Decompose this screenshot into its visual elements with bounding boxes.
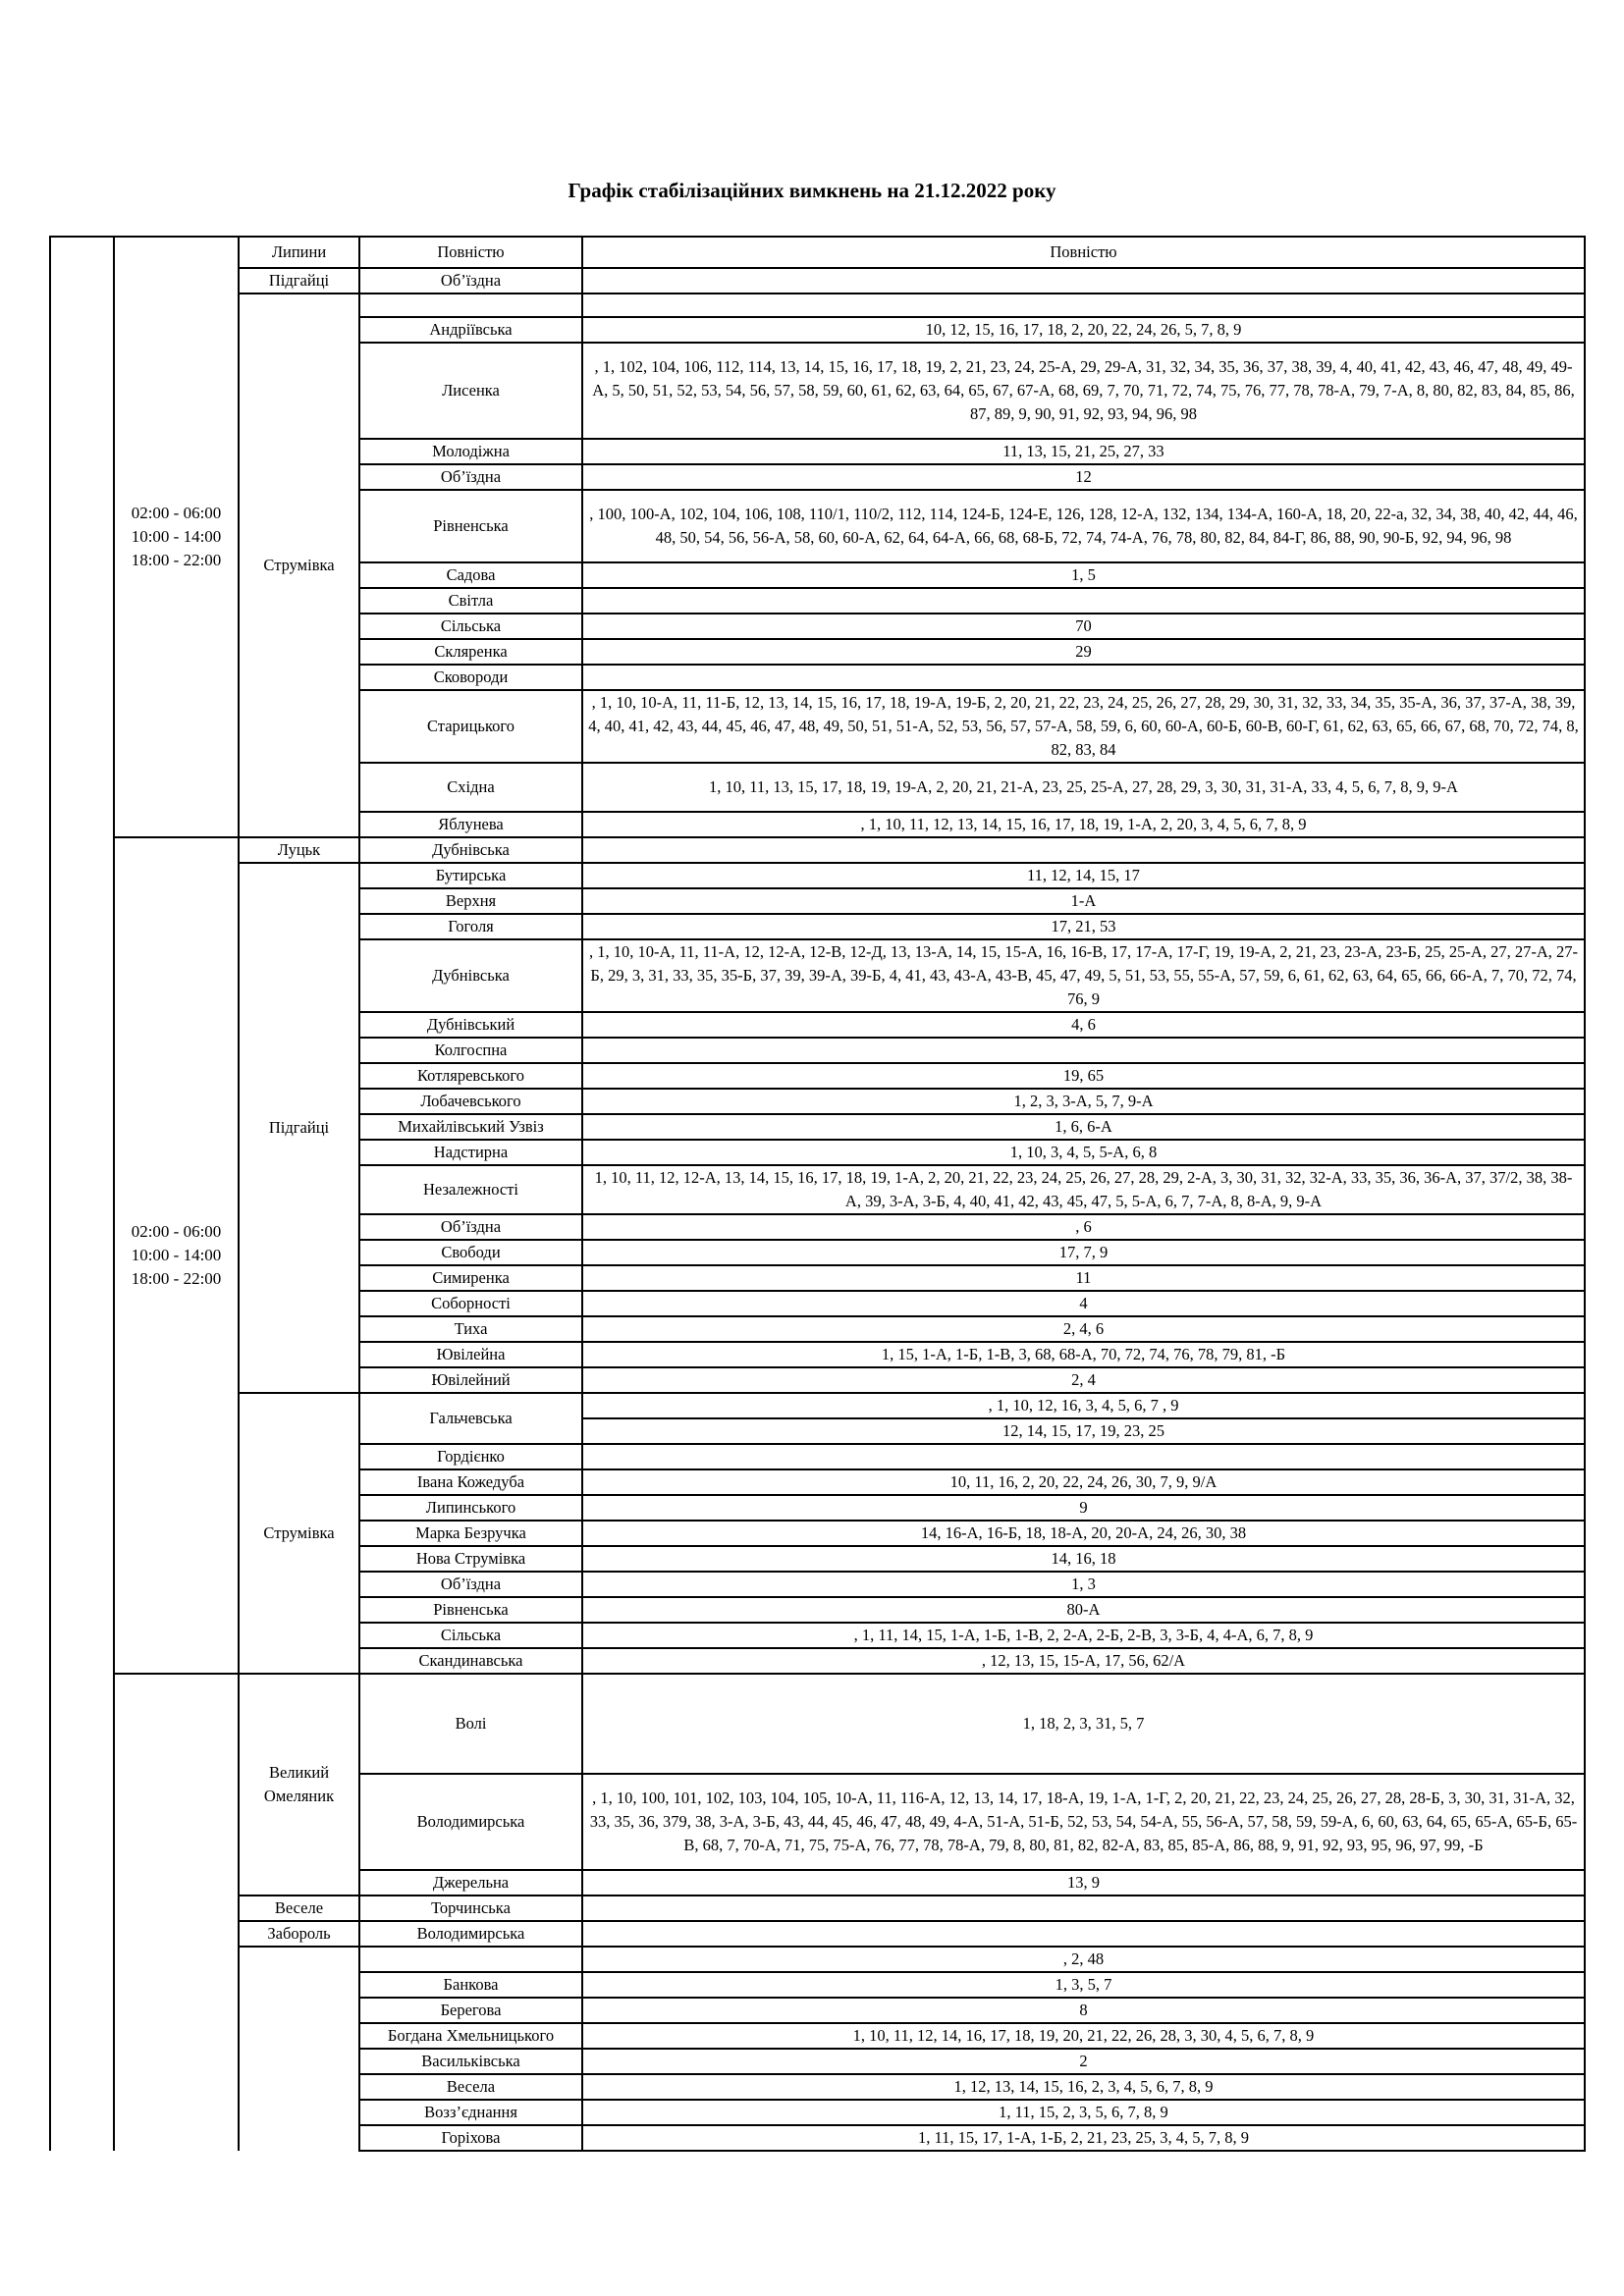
houses-cell: 13, 9: [582, 1870, 1585, 1896]
street-cell: Об’їздна: [359, 268, 582, 294]
houses-cell: , 1, 10, 12, 16, 3, 4, 5, 6, 7 , 9: [582, 1393, 1585, 1418]
street-cell: Липинського: [359, 1495, 582, 1521]
houses-cell: 17, 7, 9: [582, 1240, 1585, 1265]
street-cell: Михайлівський Узвіз: [359, 1114, 582, 1140]
page-title: Графік стабілізаційних вимкнень на 21.12.2022 року: [568, 179, 1056, 202]
table-row: [50, 1393, 1585, 1418]
houses-cell: 29: [582, 639, 1585, 665]
houses-cell: 11, 12, 14, 15, 17: [582, 863, 1585, 888]
houses-cell: 11, 13, 15, 21, 25, 27, 33: [582, 439, 1585, 464]
houses-cell: 1, 15, 1-А, 1-Б, 1-В, 3, 68, 68-А, 70, 72, 74, 76, 78, 79, 81, -Б: [582, 1342, 1585, 1367]
street-cell: Світла: [359, 588, 582, 614]
street-cell: Молодіжна: [359, 439, 582, 464]
houses-cell: 1, 10, 3, 4, 5, 5-А, 6, 8: [582, 1140, 1585, 1165]
street-cell: Богдана Хмельницького: [359, 2023, 582, 2049]
street-cell: Старицького: [359, 690, 582, 763]
houses-cell: , 1, 11, 14, 15, 1-А, 1-Б, 1-В, 2, 2-А, 2-Б, 2-В, 3, 3-Б, 4, 4-А, 6, 7, 8, 9: [582, 1623, 1585, 1648]
table-row: [50, 837, 1585, 863]
street-cell: Гордієнко: [359, 1444, 582, 1469]
houses-cell: [582, 837, 1585, 863]
houses-cell: , 100, 100-А, 102, 104, 106, 108, 110/1, 110/2, 112, 114, 124-Б, 124-Е, 126, 128, 12-А, 132, 134, 134-А, 160-А, 18, 20, 22-а, 32, 34, 38, 40, 42, 44, 46, 48, 50, 54, 56, 56-А, 58, 60, 60-А, 62, 64, 64-А, 66, 68, 68-Б, 72, 74, 74-А, 76, 78, 80, 82, 84, 84-Г, 86, 88, 90, 90-Б, 92, 94, 96, 98: [582, 490, 1585, 562]
street-cell: Дубнівський: [359, 1012, 582, 1038]
street-cell: Возз’єднання: [359, 2100, 582, 2125]
table-row: [50, 1896, 1585, 1921]
street-cell: Тиха: [359, 1316, 582, 1342]
street-cell: Ювілейна: [359, 1342, 582, 1367]
street-cell: Скляренка: [359, 639, 582, 665]
table-header-row: [50, 237, 1585, 268]
street-cell: Дубнівська: [359, 837, 582, 863]
street-cell: Весела: [359, 2074, 582, 2100]
street-cell: Свободи: [359, 1240, 582, 1265]
table-row: [50, 268, 1585, 294]
houses-cell: 1, 10, 11, 12, 14, 16, 17, 18, 19, 20, 21, 22, 26, 28, 3, 30, 4, 5, 6, 7, 8, 9: [582, 2023, 1585, 2049]
houses-cell: 1, 11, 15, 2, 3, 5, 6, 7, 8, 9: [582, 2100, 1585, 2125]
houses-cell: 10, 12, 15, 16, 17, 18, 2, 20, 22, 24, 26, 5, 7, 8, 9: [582, 317, 1585, 343]
street-cell: Рівненська: [359, 1597, 582, 1623]
village-cell: Підгайці: [239, 863, 359, 1393]
time-slot: 18:00 - 22:00: [131, 1269, 222, 1288]
houses-cell: 2, 4, 6: [582, 1316, 1585, 1342]
houses-cell: [582, 294, 1585, 317]
street-cell: Берегова: [359, 1998, 582, 2023]
houses-cell: 1, 3, 5, 7: [582, 1972, 1585, 1998]
street-cell: Волі: [359, 1674, 582, 1774]
houses-cell: 1-А: [582, 888, 1585, 914]
houses-cell: 1, 12, 13, 14, 15, 16, 2, 3, 4, 5, 6, 7, 8, 9: [582, 2074, 1585, 2100]
houses-cell: [582, 1921, 1585, 1947]
header-houses: Повністю: [582, 237, 1585, 268]
houses-cell: 1, 5: [582, 562, 1585, 588]
houses-cell: 1, 10, 11, 13, 15, 17, 18, 19, 19-А, 2, 20, 21, 21-А, 23, 25, 25-А, 27, 28, 29, 3, 30, 31, 31-А, 33, 4, 5, 6, 7, 8, 9, 9-А: [582, 763, 1585, 812]
street-cell: Об’їздна: [359, 464, 582, 490]
village-cell: [239, 1947, 359, 2151]
village-cell: Луцьк: [239, 837, 359, 863]
street-cell: Андріївська: [359, 317, 582, 343]
houses-cell: 10, 11, 16, 2, 20, 22, 24, 26, 30, 7, 9, 9/А: [582, 1469, 1585, 1495]
houses-cell: , 6: [582, 1214, 1585, 1240]
street-cell: Бутирська: [359, 863, 582, 888]
houses-cell: 1, 3: [582, 1572, 1585, 1597]
houses-cell: [582, 588, 1585, 614]
houses-cell: 8: [582, 1998, 1585, 2023]
village-cell: Струмівка: [239, 294, 359, 837]
village-cell: Забороль: [239, 1921, 359, 1947]
houses-cell: 9: [582, 1495, 1585, 1521]
houses-cell: 1, 2, 3, 3-А, 5, 7, 9-А: [582, 1089, 1585, 1114]
village-cell: Струмівка: [239, 1393, 359, 1674]
street-cell: Об’їздна: [359, 1572, 582, 1597]
street-cell: Надстирна: [359, 1140, 582, 1165]
houses-cell: 2, 4: [582, 1367, 1585, 1393]
table-row: [50, 863, 1585, 888]
street-cell: [359, 294, 582, 317]
street-cell: [359, 1947, 582, 1972]
street-cell: Котляревського: [359, 1063, 582, 1089]
street-cell: Соборності: [359, 1291, 582, 1316]
houses-cell: , 1, 102, 104, 106, 112, 114, 13, 14, 15, 16, 17, 18, 19, 2, 21, 23, 24, 25-А, 29, 29-А, 31, 32, 34, 35, 36, 37, 38, 39, 4, 40, 41, 42, 43, 46, 47, 48, 49, 49-А, 5, 50, 51, 52, 53, 54, 56, 57, 58, 59, 60, 61, 62, 63, 64, 65, 67, 67-А, 68, 69, 7, 70, 71, 72, 74, 75, 76, 77, 78, 78-А, 79, 7-А, 8, 80, 82, 83, 84, 85, 86, 87, 89, 9, 90, 91, 92, 93, 94, 96, 98: [582, 343, 1585, 439]
street-cell: Східна: [359, 763, 582, 812]
street-cell: Верхня: [359, 888, 582, 914]
street-cell: Володимирська: [359, 1921, 582, 1947]
houses-cell: 11: [582, 1265, 1585, 1291]
time-slots-cell: [114, 837, 239, 1674]
group-cell: [50, 237, 114, 2151]
street-cell: Івана Кожедуба: [359, 1469, 582, 1495]
houses-cell: [582, 665, 1585, 690]
houses-cell: , 12, 13, 15, 15-А, 17, 56, 62/А: [582, 1648, 1585, 1674]
houses-cell: 1, 10, 11, 12, 12-А, 13, 14, 15, 16, 17, 18, 19, 1-А, 2, 20, 21, 22, 23, 24, 25, 26, 27, 28, 29, 2-А, 3, 30, 31, 32, 32-А, 33, 35, 36, 36-А, 37, 37/2, 38, 38-А, 39, 3-А, 3-Б, 4, 40, 41, 42, 43, 45, 47, 5, 5-А, 6, 7, 7-А, 8, 8-А, 9, 9-А: [582, 1165, 1585, 1214]
village-cell: Веселе: [239, 1896, 359, 1921]
street-cell: Сковороди: [359, 665, 582, 690]
table-row: [50, 294, 1585, 317]
houses-cell: , 1, 10, 10-А, 11, 11-Б, 12, 13, 14, 15, 16, 17, 18, 19-А, 19-Б, 2, 20, 21, 22, 23, 24, 25, 26, 27, 28, 29, 30, 31, 32, 33, 34, 35, 35-А, 36, 37, 37-А, 38, 39, 4, 40, 41, 42, 43, 44, 45, 46, 47, 48, 49, 50, 51, 51-А, 52, 53, 56, 57, 57-А, 58, 59, 6, 60, 60-А, 60-Б, 60-В, 60-Г, 61, 62, 63, 65, 66, 67, 68, 70, 72, 74, 8, 82, 83, 84: [582, 690, 1585, 763]
street-cell: Володимирська: [359, 1774, 582, 1870]
street-cell: Скандинавська: [359, 1648, 582, 1674]
houses-cell: 14, 16-А, 16-Б, 18, 18-А, 20, 20-А, 24, 26, 30, 38: [582, 1521, 1585, 1546]
village-cell: Великий Омеляник: [239, 1674, 359, 1896]
houses-cell: , 2, 48: [582, 1947, 1585, 1972]
street-cell: Сільська: [359, 1623, 582, 1648]
street-cell: Марка Безручка: [359, 1521, 582, 1546]
table-row: [50, 1921, 1585, 1947]
houses-cell: 1, 6, 6-А: [582, 1114, 1585, 1140]
houses-cell: 4: [582, 1291, 1585, 1316]
street-cell: Горіхова: [359, 2125, 582, 2151]
street-cell: Садова: [359, 562, 582, 588]
time-slots-cell: [114, 237, 239, 837]
street-cell: Симиренка: [359, 1265, 582, 1291]
street-cell: Лисенка: [359, 343, 582, 439]
houses-cell: , 1, 10, 10-А, 11, 11-А, 12, 12-А, 12-В, 12-Д, 13, 13-А, 14, 15, 15-А, 16, 16-В, 17, 17-А, 17-Г, 19, 19-А, 2, 21, 23, 23-А, 23-Б, 25, 25-А, 27, 27-А, 27-Б, 29, 3, 31, 33, 35, 35-Б, 37, 39, 39-А, 39-Б, 4, 41, 43, 43-А, 43-В, 45, 47, 49, 5, 51, 53, 55, 55-А, 57, 59, 6, 61, 62, 63, 64, 65, 66, 66-А, 7, 70, 72, 74, 76, 9: [582, 939, 1585, 1012]
schedule-table: [49, 236, 1584, 2152]
street-cell: Гальчевська: [359, 1393, 582, 1444]
houses-cell: [582, 1444, 1585, 1469]
street-cell: Джерельна: [359, 1870, 582, 1896]
houses-cell: 4, 6: [582, 1012, 1585, 1038]
houses-cell: 2: [582, 2049, 1585, 2074]
houses-cell: , 1, 10, 100, 101, 102, 103, 104, 105, 10-А, 11, 116-А, 12, 13, 14, 17, 18-А, 19, 1-А, 1-Г, 2, 20, 21, 22, 23, 24, 25, 26, 27, 28, 28-Б, 3, 30, 31, 31-А, 32, 33, 35, 36, 379, 38, 3-А, 3-Б, 43, 44, 45, 46, 47, 48, 49, 4-А, 51-А, 51-Б, 52, 53, 54, 54-А, 55, 56-А, 57, 58, 59, 59-А, 6, 60, 63, 64, 65, 65-А, 65-Б, 65-В, 68, 7, 70-А, 71, 75, 75-А, 76, 77, 78, 78-А, 79, 8, 80, 81, 82, 82-А, 83, 85, 85-А, 86, 88, 9, 91, 92, 93, 95, 96, 97, 99, -Б: [582, 1774, 1585, 1870]
time-slot: 10:00 - 14:00: [131, 527, 222, 546]
houses-cell: 12, 14, 15, 17, 19, 23, 25: [582, 1418, 1585, 1444]
houses-cell: 17, 21, 53: [582, 914, 1585, 939]
table-row: [50, 1947, 1585, 1972]
street-cell: Рівненська: [359, 490, 582, 562]
table-row: [50, 1674, 1585, 1774]
time-slot: 02:00 - 06:00: [131, 504, 222, 522]
street-cell: Ювілейний: [359, 1367, 582, 1393]
street-cell: Сільська: [359, 614, 582, 639]
houses-cell: 80-А: [582, 1597, 1585, 1623]
village-cell: Підгайці: [239, 268, 359, 294]
header-street: Повністю: [359, 237, 582, 268]
street-cell: Банкова: [359, 1972, 582, 1998]
houses-cell: 1, 18, 2, 3, 31, 5, 7: [582, 1674, 1585, 1774]
houses-cell: 19, 65: [582, 1063, 1585, 1089]
street-cell: Васильківська: [359, 2049, 582, 2074]
street-cell: Незалежності: [359, 1165, 582, 1214]
houses-cell: 1, 11, 15, 17, 1-А, 1-Б, 2, 21, 23, 25, 3, 4, 5, 7, 8, 9: [582, 2125, 1585, 2151]
street-cell: Яблунева: [359, 812, 582, 837]
houses-cell: , 1, 10, 11, 12, 13, 14, 15, 16, 17, 18, 19, 1-А, 2, 20, 3, 4, 5, 6, 7, 8, 9: [582, 812, 1585, 837]
time-slots-cell: [114, 1674, 239, 2151]
street-cell: Нова Струмівка: [359, 1546, 582, 1572]
time-slot: 10:00 - 14:00: [131, 1246, 222, 1264]
houses-cell: [582, 1896, 1585, 1921]
time-slot: 02:00 - 06:00: [131, 1222, 222, 1241]
houses-cell: 14, 16, 18: [582, 1546, 1585, 1572]
header-village: Липини: [239, 237, 359, 268]
street-cell: Торчинська: [359, 1896, 582, 1921]
time-slot: 18:00 - 22:00: [131, 551, 222, 569]
street-cell: Лобачевського: [359, 1089, 582, 1114]
street-cell: Колгоспна: [359, 1038, 582, 1063]
street-cell: Гоголя: [359, 914, 582, 939]
houses-cell: 70: [582, 614, 1585, 639]
street-cell: Об’їздна: [359, 1214, 582, 1240]
houses-cell: 12: [582, 464, 1585, 490]
houses-cell: [582, 1038, 1585, 1063]
houses-cell: [582, 268, 1585, 294]
street-cell: Дубнівська: [359, 939, 582, 1012]
